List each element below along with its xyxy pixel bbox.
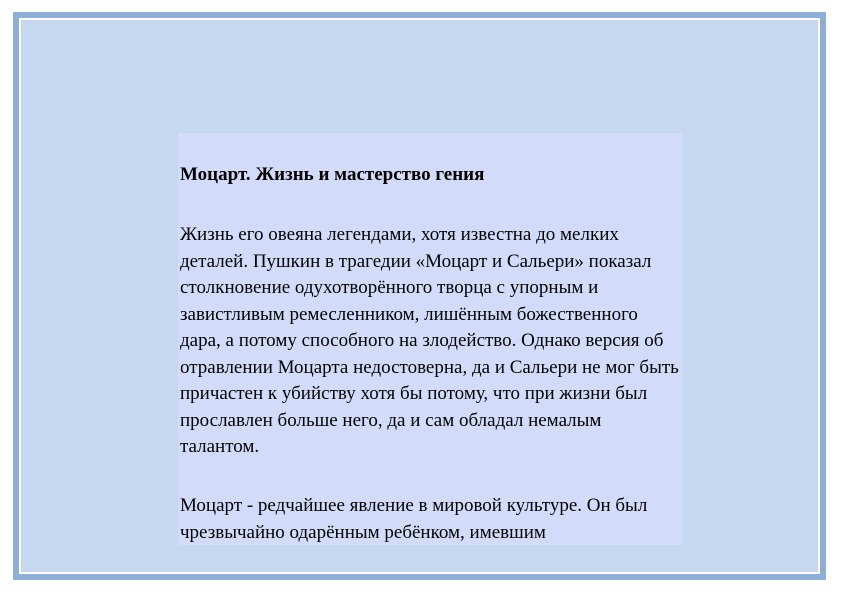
paragraph-2: Моцарт - редчайшее явление в мировой культуре. Он был чрезвычайно одарённым ребёнком, имевшим [180, 495, 648, 543]
paragraph-1: Жизнь его овеяна легендами, хотя известна до мелких деталей. Пушкин в трагедии «Моцарт и Сальери» показал столкновение одухотворённого творца с упорным и завистливым ремесленником, лишённым божественного дара, а потому способного на злодейство. Однако версия об отравлении Моцарта недостоверна, да и Сальери не мог быть причастен к убийству хотя бы потому, что при жизни был прославлен больше него, да и сам обладал немалым талантом. [180, 224, 679, 457]
text-box [178, 133, 682, 545]
slide-frame [13, 12, 826, 580]
slide-title: Моцарт. Жизнь и мастерство гения [180, 164, 485, 185]
slide-background [19, 18, 820, 574]
